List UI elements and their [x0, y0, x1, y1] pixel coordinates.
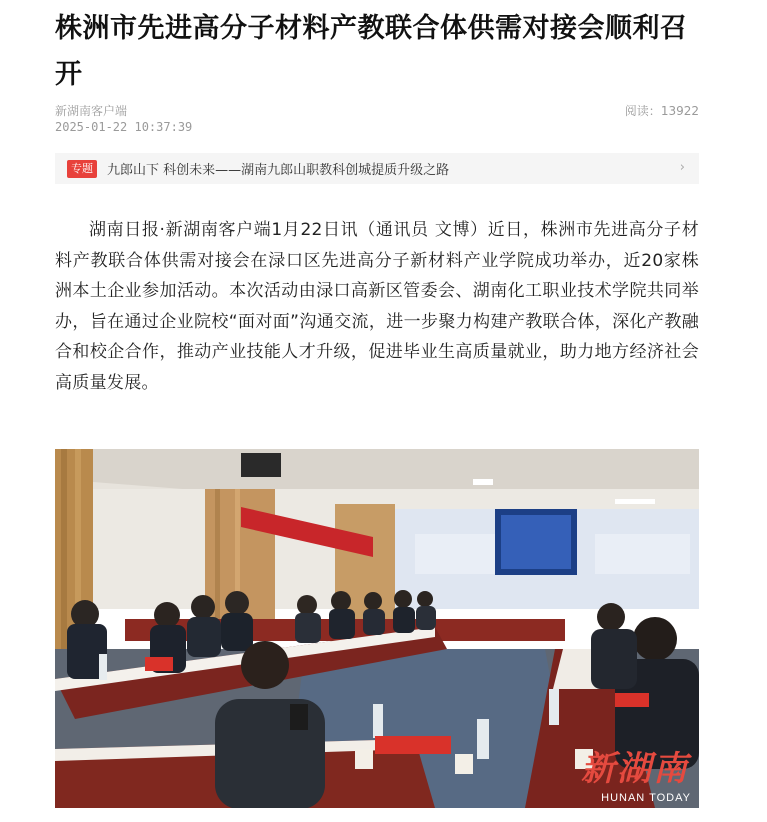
special-topic-link[interactable]: [55, 153, 699, 184]
special-topic-badge: 专题: [67, 160, 97, 178]
watermark-logo: 新湖南: [581, 749, 689, 789]
read-count-label: 阅读：: [624, 104, 661, 118]
special-topic-text: 九郎山下 科创未来——湖南九郎山职教科创城提质升级之路: [107, 163, 450, 178]
article-source[interactable]: 新湖南客户端: [55, 104, 128, 118]
read-count: [625, 102, 699, 119]
watermark-subtext: HUNAN TODAY: [601, 792, 691, 804]
article-paragraph: 湖南日报·新湖南客户端1月22日讯（通讯员 文博）近日，株洲市先进高分子材料产教联合体供需对接会在渌口区先进高分子新材料产业学院成功举办，近20家株洲本土企业参加活动。本次活动由渌口高新区管委会、湖南化工职业技术学院共同举办，旨在通过企业院校“面对面”沟通交流，进一步聚力构建产教联合体，深化产教融合和校企合作，推动产业技能人才升级，促进毕业生高质量就业，助力地方经济社会高质量发展。: [55, 220, 699, 393]
article-title: 株洲市先进高分子材料产教联合体供需对接会顺利召开: [55, 13, 688, 90]
read-count-value: 13922: [660, 104, 699, 118]
chevron-right-icon: ›: [679, 160, 685, 175]
publish-time: 2025-01-22 10:37:39: [55, 120, 193, 134]
meeting-photo: [55, 449, 699, 808]
